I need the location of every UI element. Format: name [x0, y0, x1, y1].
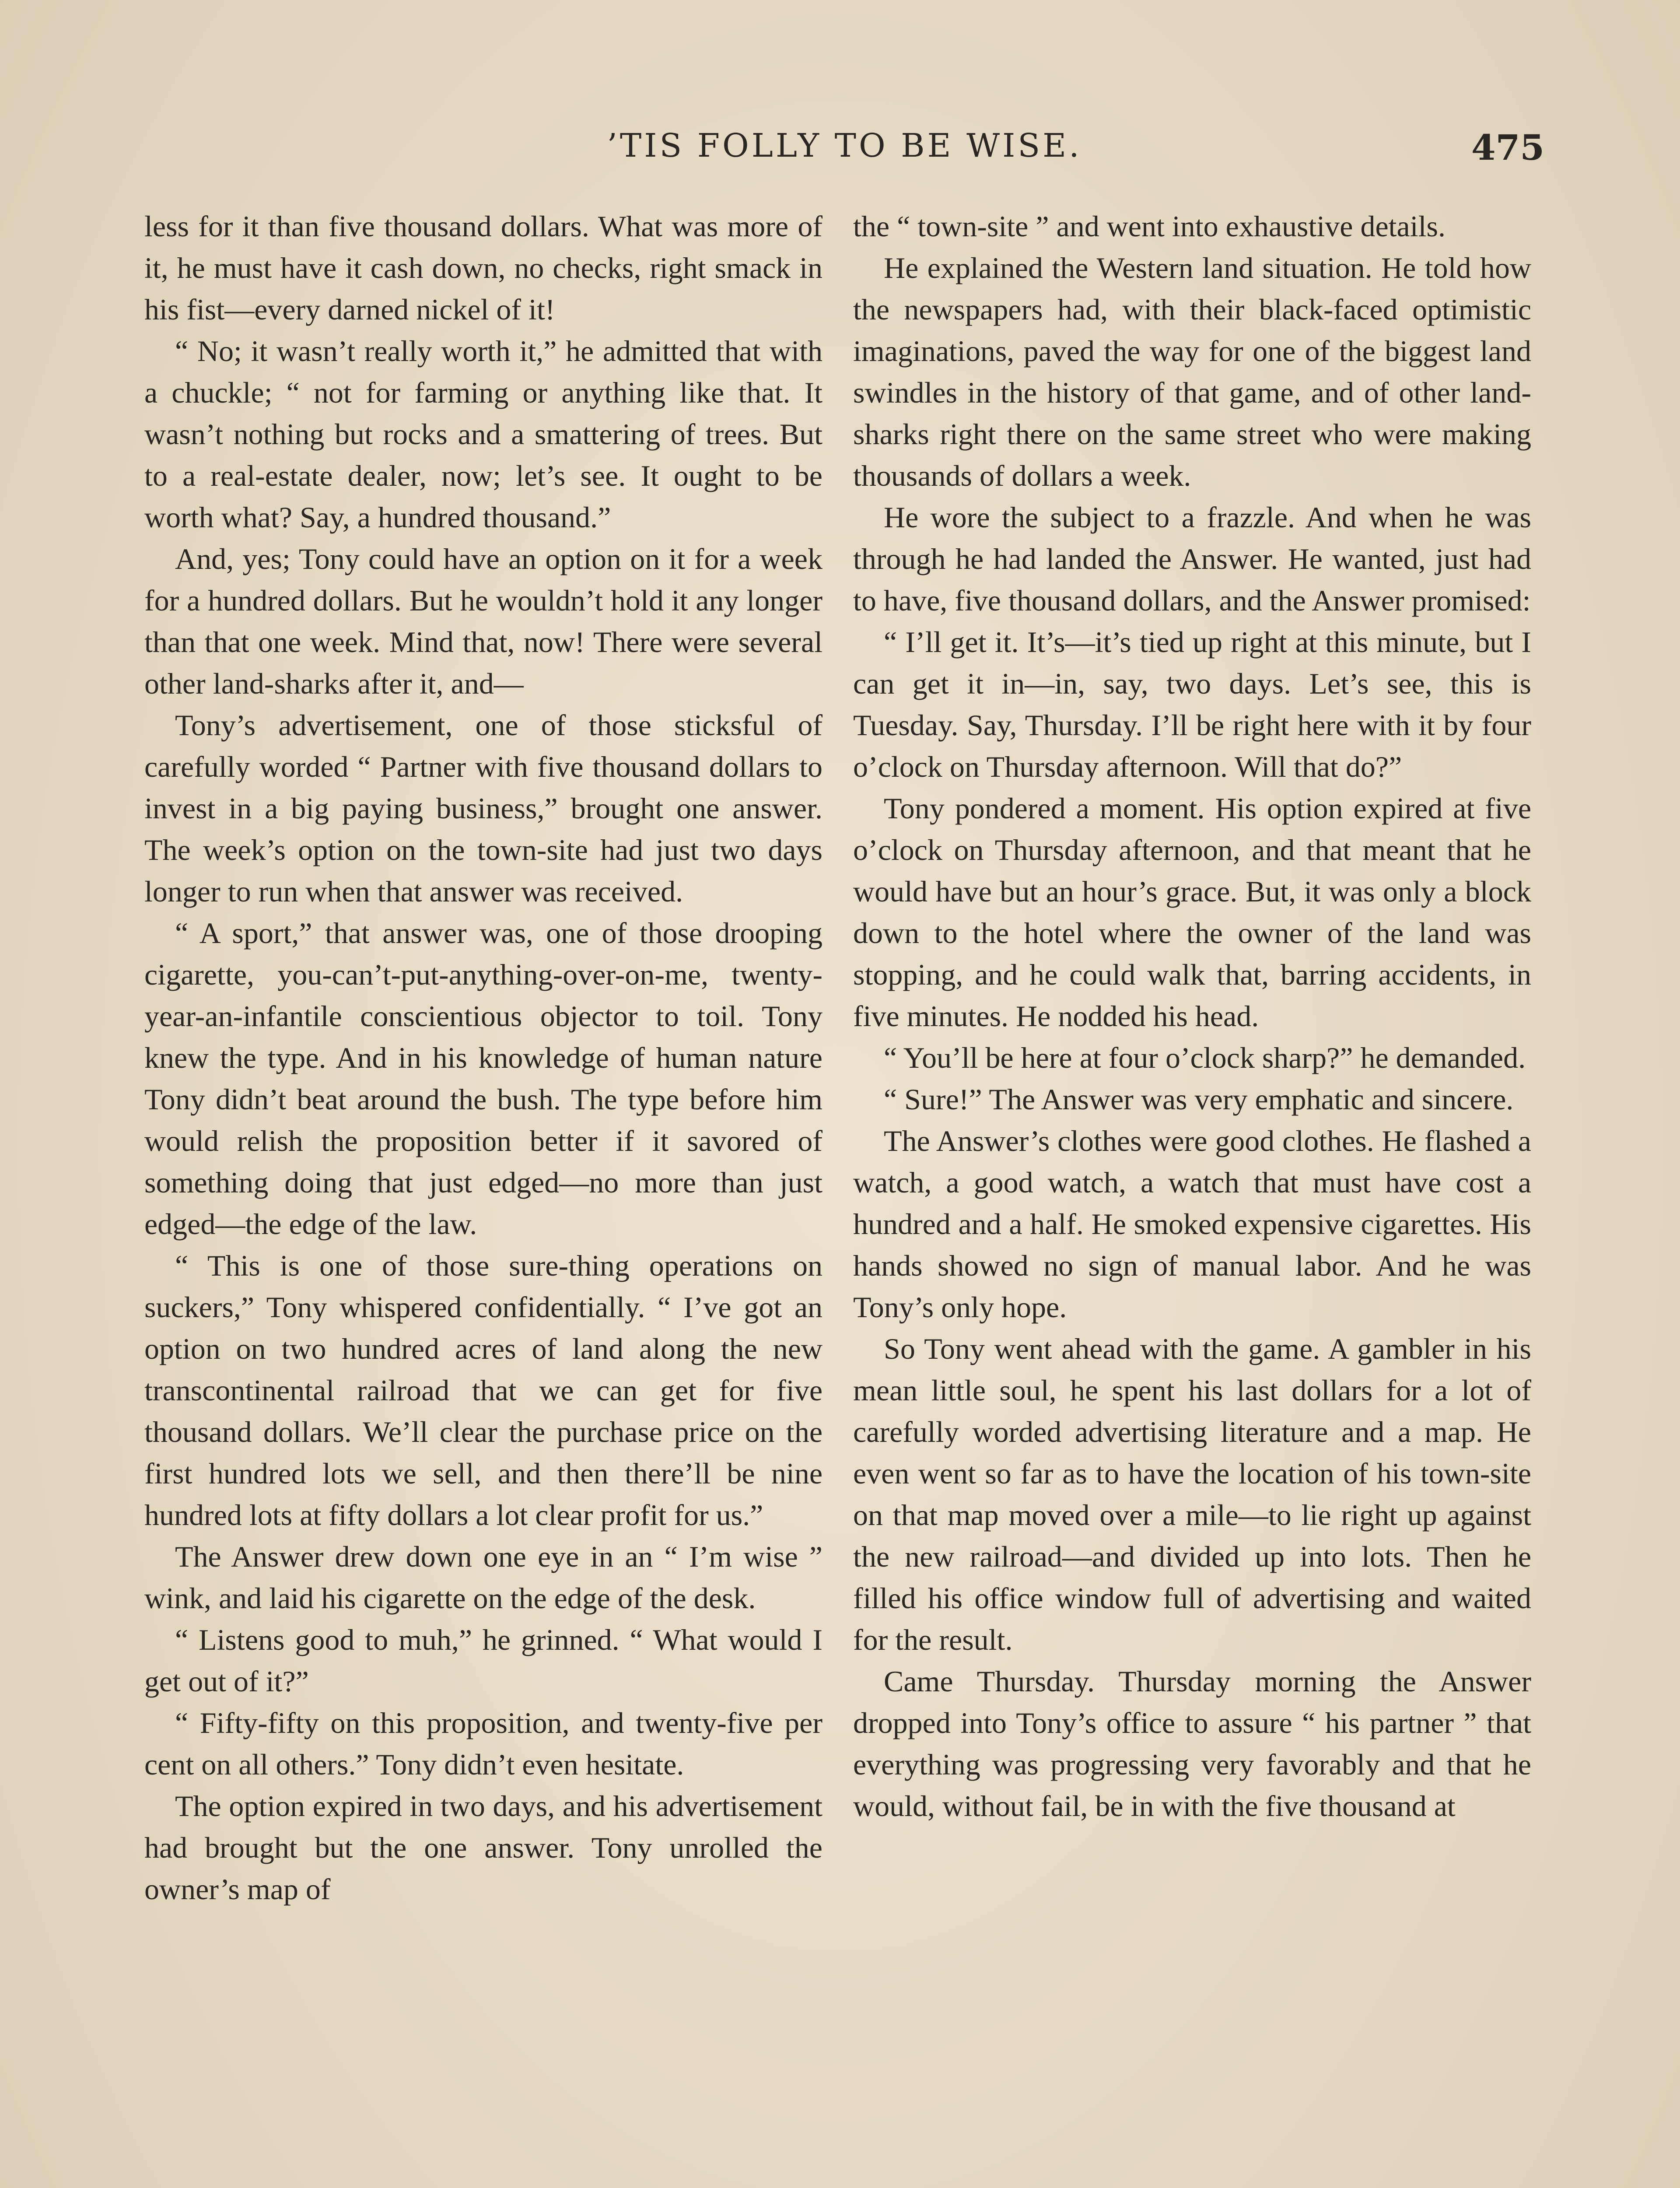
paragraph: Tony pondered a moment. His option expired at five o’clock on Thursday afternoon, and that meant that he would have but an hour’s grace. But, it was only a block down to the hotel where the owner of the land was stopping, and he could walk that, barring accidents, in five minutes. He nodded his head.	[853, 792, 1531, 1033]
paragraph: “ No; it wasn’t really worth it,” he admitted that with a chuckle; “ not for farming or anything like that. It wasn’t nothing but rocks and a smattering of trees. But to a real-estate dealer, now; let’s see. It ought to be worth what? Say, a hundred thousand.”	[144, 334, 822, 534]
text-columns	[144, 206, 1549, 2188]
paragraph: “ I’ll get it. It’s—it’s tied up right at this minute, but I can get it in—in, say, two days. Let’s see, this is Tuesday. Say, Thursday. I’ll be right here with it by four o’clock on Thursday afternoon. Will that do?”	[853, 625, 1531, 783]
left-column	[144, 206, 822, 2188]
paragraph: The Answer drew down one eye in an “ I’m wise ” wink, and laid his cigarette on the edge of the desk.	[144, 1540, 822, 1615]
paragraph: less for it than five thousand dollars. What was more of it, he must have it cash down, no checks, right smack in his fist—every darned nickel of it!	[144, 210, 822, 326]
paragraph: “ Sure!” The Answer was very emphatic and sincere.	[884, 1083, 1514, 1116]
page-number: 475	[1471, 127, 1544, 168]
paragraph: “ A sport,” that answer was, one of those drooping cigarette, you-can’t-put-anything-over-on-me, twenty-year-an-infantile conscientious objector to toil. Tony knew the type. And in his knowledge of human nature Tony didn’t beat around the bush. The type before him would relish the proposition better if it savored of something doing that just edged—no more than just edged—the edge of the law.	[144, 916, 822, 1241]
running-title: ’TIS FOLLY TO BE WISE.	[607, 127, 1082, 165]
paragraph: He wore the subject to a frazzle. And when he was through he had landed the Answer. He wanted, just had to have, five thousand dollars, and the Answer promised:	[853, 501, 1531, 617]
paragraph: Tony’s advertisement, one of those sticksful of carefully worded “ Partner with five thousand dollars to invest in a big paying business,” brought one answer. The week’s option on the town-site had just two days longer to run when that answer was received.	[144, 708, 822, 908]
paragraph: He explained the Western land situation. He told how the newspapers had, with their black-faced optimistic imaginations, paved the way for one of the biggest land swindles in the history of that game, and of other land-sharks right there on the same street who were making thousands of dollars a week.	[853, 251, 1531, 492]
paragraph: So Tony went ahead with the game. A gambler in his mean little soul, he spent his last dollars for a lot of carefully worded advertising literature and a map. He even went so far as to have the location of his town-site on that map moved over a mile—to lie right up against the new railroad—and divided up into lots. Then he filled his office window full of advertising and waited for the result.	[853, 1332, 1531, 1656]
paragraph: “ You’ll be here at four o’clock sharp?” he demanded.	[884, 1041, 1526, 1074]
right-column	[853, 206, 1531, 2188]
page-header	[144, 127, 1544, 184]
paragraph: “ This is one of those sure-thing operations on suckers,” Tony whispered confidentially. “ I’ve got an option on two hundred acres of land along the new transcontinental railroad that we can get for five thousand dollars. We’ll clear the purchase price on the first hundred lots we sell, and then there’ll be nine hundred lots at fifty dollars a lot clear profit for us.”	[144, 1249, 822, 1532]
paragraph: Came Thursday. Thursday morning the Answer dropped into Tony’s office to assure “ his partner ” that everything was progressing very favorably and that he would, without fail, be in with the five thousand at	[853, 1665, 1531, 1823]
paragraph: the “ town-site ” and went into exhaustive details.	[853, 210, 1446, 243]
paragraph: The option expired in two days, and his advertisement had brought but the one answer. Tony unrolled the owner’s map of	[144, 1789, 822, 1906]
paragraph: “ Listens good to muh,” he grinned. “ What would I get out of it?”	[144, 1623, 822, 1698]
paragraph: And, yes; Tony could have an option on it for a week for a hundred dollars. But he wouldn’t hold it any longer than that one week. Mind that, now! There were several other land-sharks after it, and—	[144, 542, 822, 700]
paragraph: The Answer’s clothes were good clothes. He flashed a watch, a good watch, a watch that must have cost a hundred and a half. He smoked expensive cigarettes. His hands showed no sign of manual labor. And he was Tony’s only hope.	[853, 1124, 1531, 1324]
paragraph: “ Fifty-fifty on this proposition, and twenty-five per cent on all others.” Tony didn’t even hesitate.	[144, 1706, 822, 1781]
